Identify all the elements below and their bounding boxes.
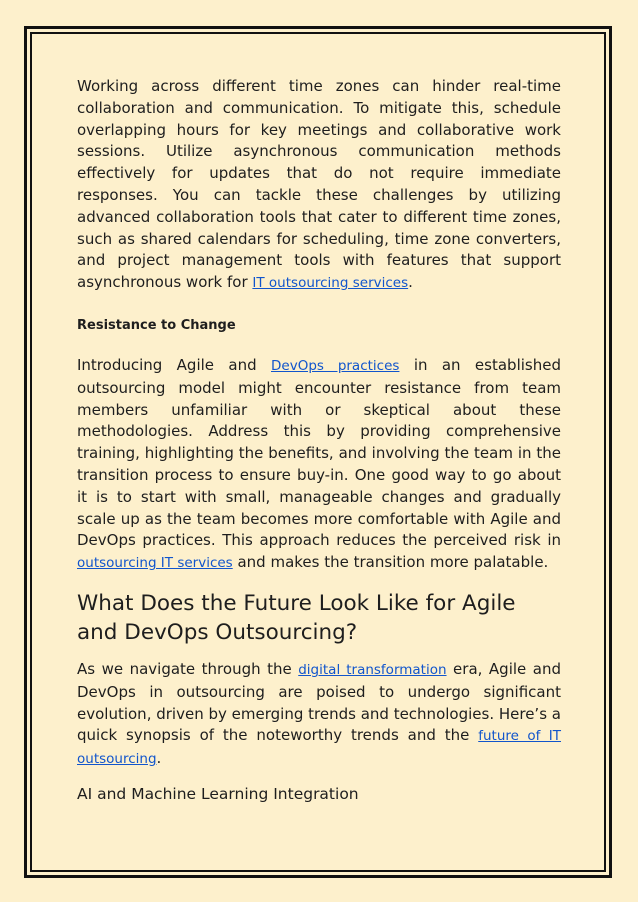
ai-ml-heading: AI and Machine Learning Integration xyxy=(77,784,359,803)
future-of-it-outsourcing-link[interactable]: future of IT outsourcing xyxy=(77,728,561,768)
document-body xyxy=(77,76,561,804)
para1-text: Working across different time zones can hinder real-time collaboration and communication. To mitigate this, schedule overlapping hours for key meetings and collaborative work sessions. Utilize asynchronous communication methods effectively for updates that do not require immediate responses. You can tackle these challenges by utilizing advanced collaboration tools that cater to different time zones, such as shared calendars for scheduling, time zone converters, and project management tools with features that support asynchronous work for xyxy=(77,77,561,292)
time-zones-paragraph xyxy=(77,76,561,295)
para2-pre: Introducing Agile and xyxy=(77,355,271,374)
digital-transformation-link[interactable]: digital transformation xyxy=(298,661,447,678)
para2-tail: and makes the transition more palatable. xyxy=(232,553,549,572)
future-heading: What Does the Future Look Like for Agile and DevOps Outsourcing? xyxy=(77,590,516,645)
outsourcing-it-services-link[interactable]: outsourcing IT services xyxy=(77,555,233,572)
para3-mid: era, Agile and DevOps in outsourcing are poised to undergo significant evolution, driven by emerging trends and technologies. Here’s a quick synopsis of the noteworthy trends and the xyxy=(77,659,561,745)
para3-pre: As we navigate through the xyxy=(77,659,299,678)
future-paragraph xyxy=(77,659,561,771)
para2-mid: in an established outsourcing model might encounter resistance from team members unfamiliar with or skeptical about these methodologies. Address this by providing comprehensive training, highlighting the benefits, and involving the team in the transition process to ensure buy-in. One good way to go about it is to start with small, manageable changes and gradually scale up as the team becomes more comfortable with Agile and DevOps practices. This approach reduces the perceived risk in xyxy=(77,355,561,550)
para3-tail: . xyxy=(156,749,162,768)
resistance-heading: Resistance to Change xyxy=(77,317,236,333)
it-outsourcing-services-link[interactable]: IT outsourcing services xyxy=(252,275,409,292)
resistance-paragraph xyxy=(77,355,561,575)
para1-tail: . xyxy=(408,273,413,292)
devops-practices-link[interactable]: DevOps practices xyxy=(271,357,400,374)
